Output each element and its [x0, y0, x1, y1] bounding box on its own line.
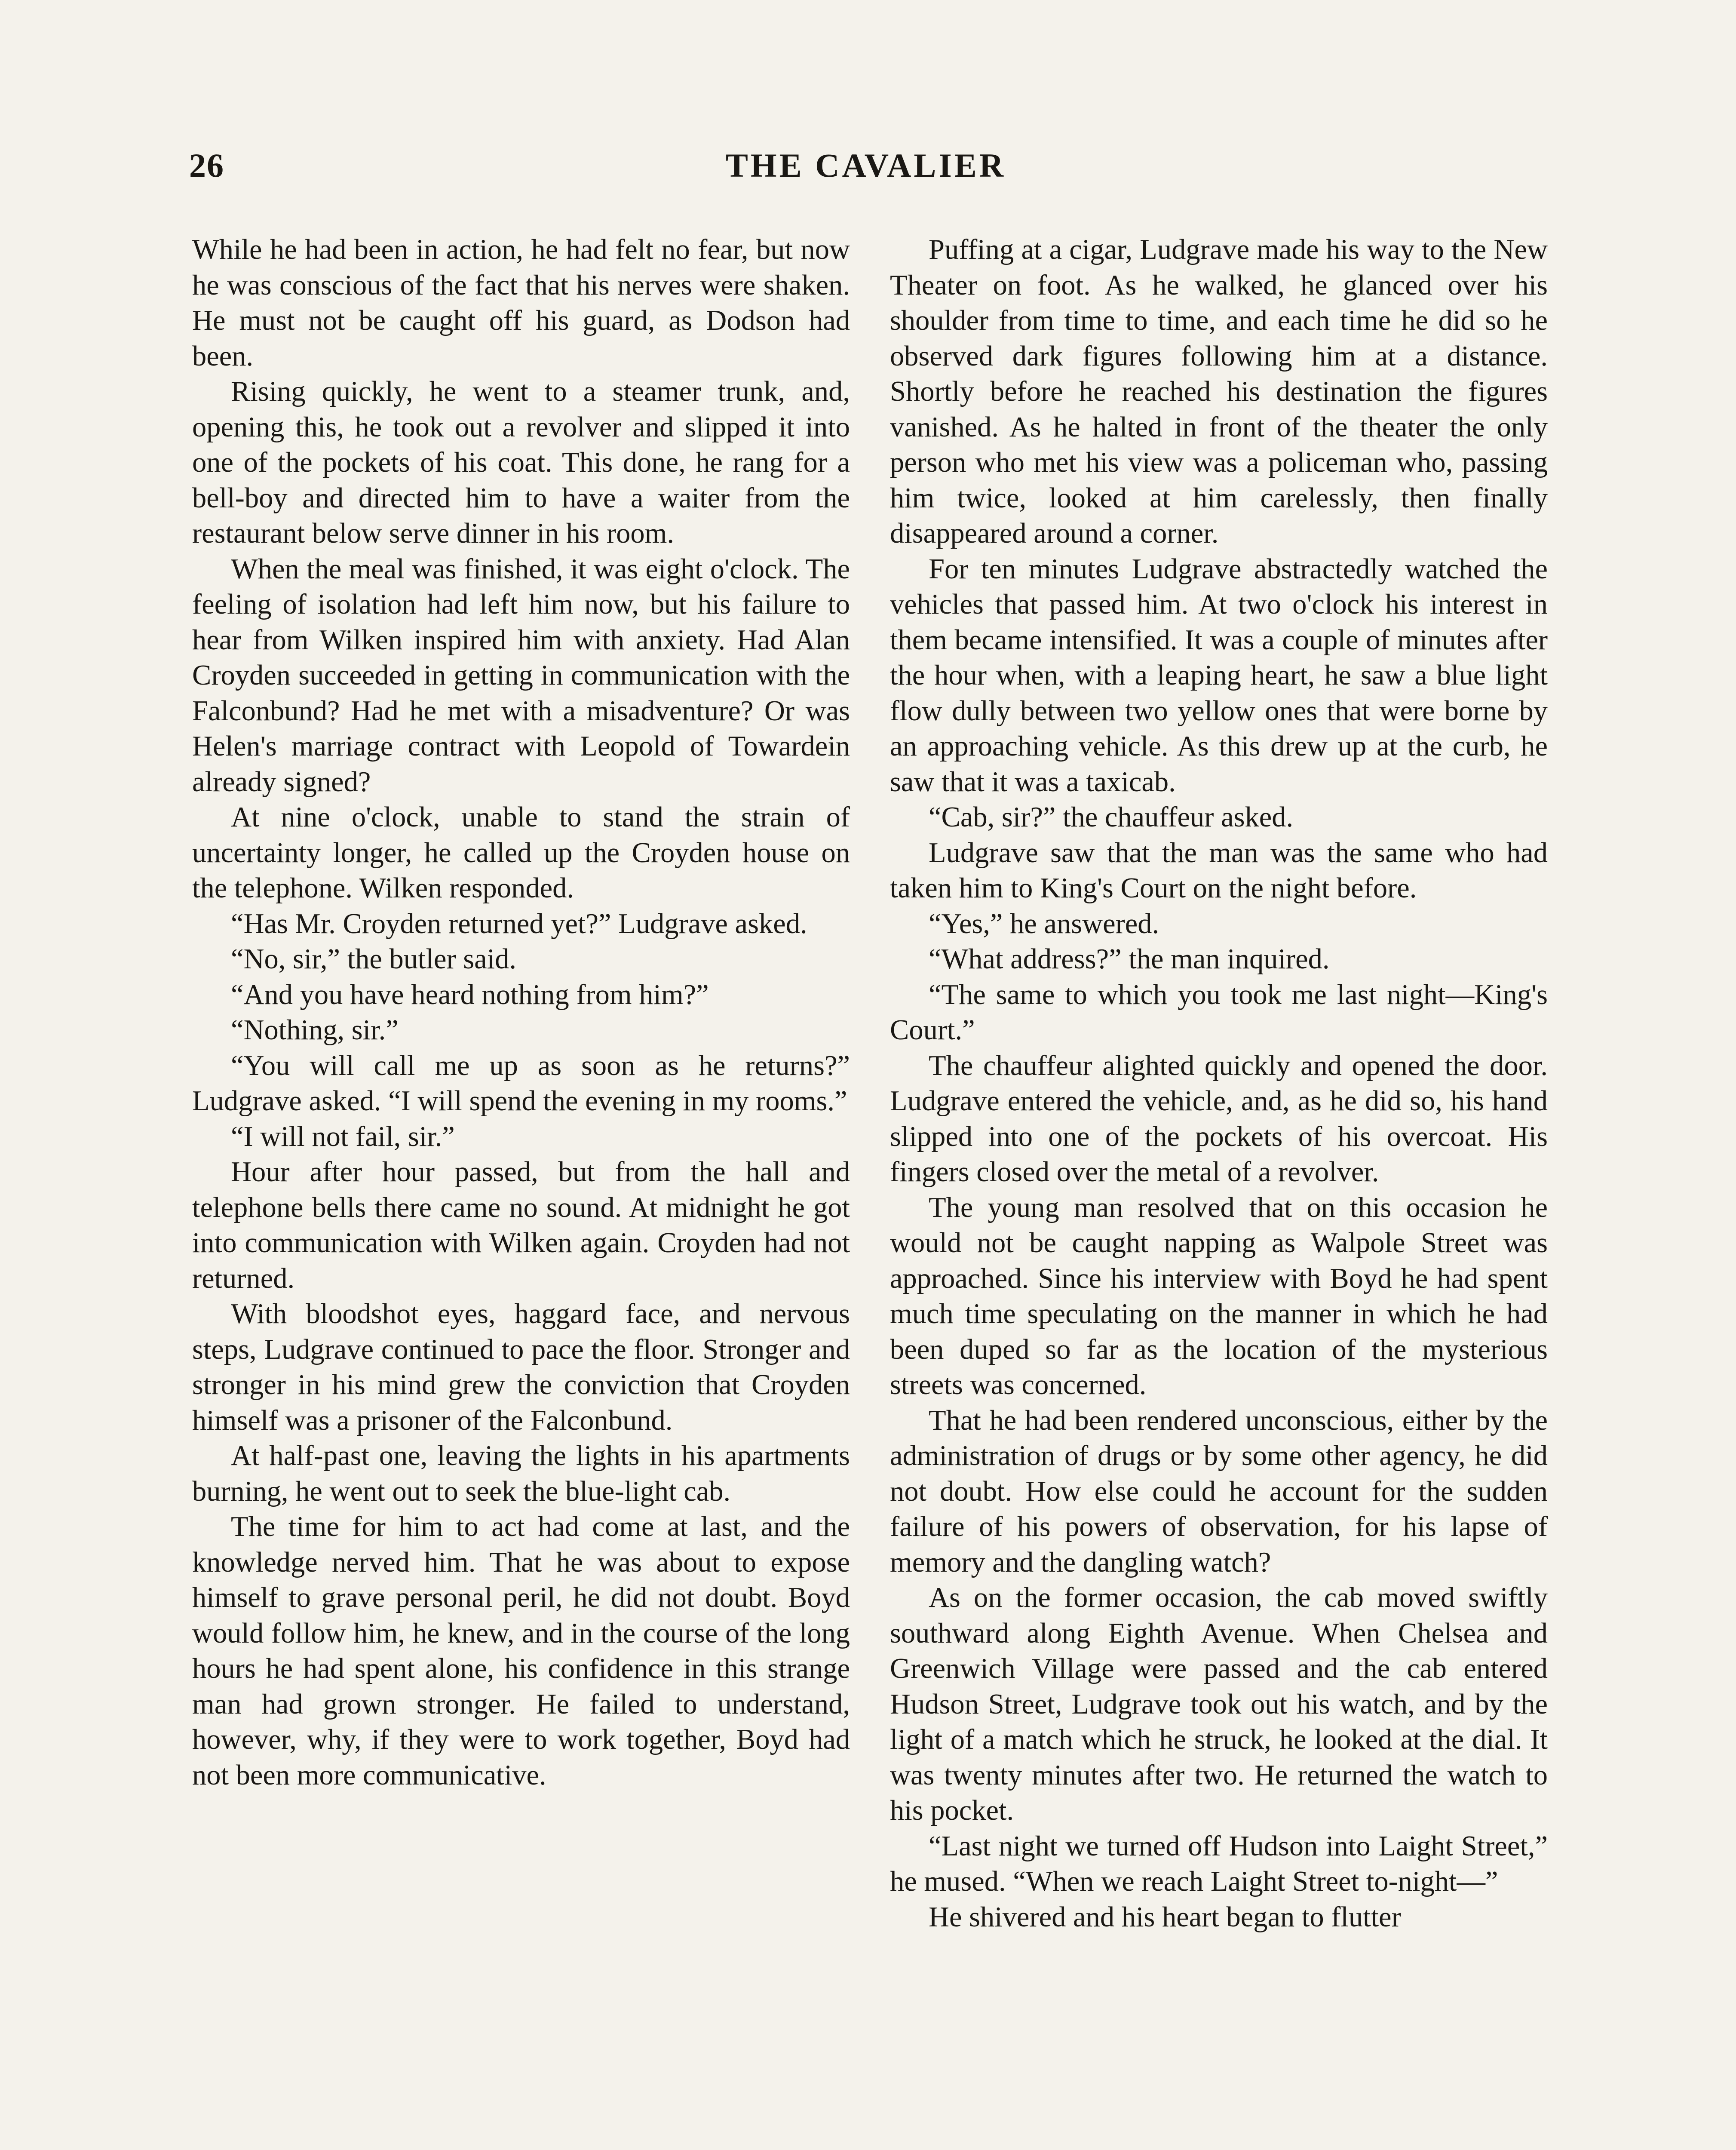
paragraph: “I will not fail, sir.”	[231, 1121, 455, 1152]
running-title: THE CAVALIER	[725, 147, 1006, 184]
page-header	[189, 146, 1543, 198]
paragraph: “Has Mr. Croyden returned yet?” Ludgrave asked.	[231, 908, 807, 940]
paragraph: “Last night we turned off Hudson into Laight Street,” he mused. “When we reach Laight Street to-night—”	[890, 1830, 1548, 1897]
paragraph: The young man resolved that on this occasion he would not be caught napping as Walpole Street was approached. Since his interview with Boyd he had spent much time speculating on the manner in which he had been duped so far as the location of the mysterious streets was concerned.	[890, 1192, 1548, 1401]
paragraph: Rising quickly, he went to a steamer trunk, and, opening this, he took out a revolver and slipped it into one of the pockets of his coat. This done, he rang for a bell-boy and directed him to have a waiter from the restaurant below serve dinner in his room.	[192, 376, 850, 549]
text-column-right	[890, 232, 1548, 1935]
paragraph: The time for him to act had come at last, and the knowledge nerved him. That he was about to expose himself to grave personal peril, he did not doubt. Boyd would follow him, he knew, and in the course of the long hours he had spent alone, his confidence in this strange man had grown stronger. He failed to understand, however, why, if they were to work together, Boyd had not been more communicative.	[192, 1511, 850, 1791]
text-column-left	[192, 232, 850, 1793]
paragraph: As on the former occasion, the cab moved swiftly southward along Eighth Avenue. When Chelsea and Greenwich Village were passed and the cab entered Hudson Street, Ludgrave took out his watch, and by the light of a match which he struck, he looked at the dial. It was twenty minutes after two. He returned the watch to his pocket.	[890, 1582, 1548, 1826]
paragraph: That he had been rendered unconscious, either by the administration of drugs or by some other agency, he did not doubt. How else could he account for the sudden failure of his powers of observation, for his lapse of memory and the dangling watch?	[890, 1404, 1548, 1578]
paragraph: While he had been in action, he had felt no fear, but now he was conscious of the fact that his nerves were shaken. He must not be caught off his guard, as Dodson had been.	[192, 234, 850, 372]
paragraph: When the meal was finished, it was eight o'clock. The feeling of isolation had left him now, but his failure to hear from Wilken inspired him with anxiety. Had Alan Croyden succeeded in getting in communication with the Falconbund? Had he met with a misadventure? Or was Helen's marriage contract with Leopold of Towardein already signed?	[192, 553, 850, 798]
paragraph: “Yes,” he answered.	[929, 908, 1159, 940]
paragraph: “Nothing, sir.”	[231, 1014, 399, 1046]
paragraph: He shivered and his heart began to flutter	[929, 1901, 1401, 1933]
paragraph: “And you have heard nothing from him?”	[231, 979, 709, 1010]
paragraph: With bloodshot eyes, haggard face, and nervous steps, Ludgrave continued to pace the floor. Stronger and stronger in his mind grew the conviction that Croyden himself was a prisoner of the Falconbund.	[192, 1298, 850, 1436]
paragraph: “No, sir,” the butler said.	[231, 943, 516, 975]
paragraph: “Cab, sir?” the chauffeur asked.	[929, 802, 1294, 833]
paragraph: At nine o'clock, unable to stand the strain of uncertainty longer, he called up the Croyden house on the telephone. Wilken responded.	[192, 802, 850, 904]
paragraph: The chauffeur alighted quickly and opened the door. Ludgrave entered the vehicle, and, as he did so, his hand slipped into one of the pockets of his overcoat. His fingers closed over the metal of a revolver.	[890, 1050, 1548, 1188]
page-number: 26	[189, 147, 224, 184]
paragraph: At half-past one, leaving the lights in his apartments burning, he went out to seek the blue-light cab.	[192, 1440, 850, 1507]
paragraph: For ten minutes Ludgrave abstractedly watched the vehicles that passed him. At two o'clock his interest in them became intensified. It was a couple of minutes after the hour when, with a leaping heart, he saw a blue light flow dully between two yellow ones that were borne by an approaching vehicle. As this drew up at the curb, he saw that it was a taxicab.	[890, 553, 1548, 798]
paragraph: “The same to which you took me last night—King's Court.”	[890, 979, 1548, 1046]
paragraph: Puffing at a cigar, Ludgrave made his way to the New Theater on foot. As he walked, he glanced over his shoulder from time to time, and each time he did so he observed dark figures following him at a distance. Shortly before he reached his destination the figures vanished. As he halted in front of the theater the only person who met his view was a policeman who, passing him twice, looked at him carelessly, then finally disappeared around a corner.	[890, 234, 1548, 549]
paragraph: Hour after hour passed, but from the hall and telephone bells there came no sound. At midnight he got into communication with Wilken again. Croyden had not returned.	[192, 1156, 850, 1294]
paragraph: Ludgrave saw that the man was the same who had taken him to King's Court on the night before.	[890, 837, 1548, 904]
paragraph: “What address?” the man inquired.	[929, 943, 1330, 975]
paragraph: “You will call me up as soon as he returns?” Ludgrave asked. “I will spend the evening in my rooms.”	[192, 1050, 850, 1117]
